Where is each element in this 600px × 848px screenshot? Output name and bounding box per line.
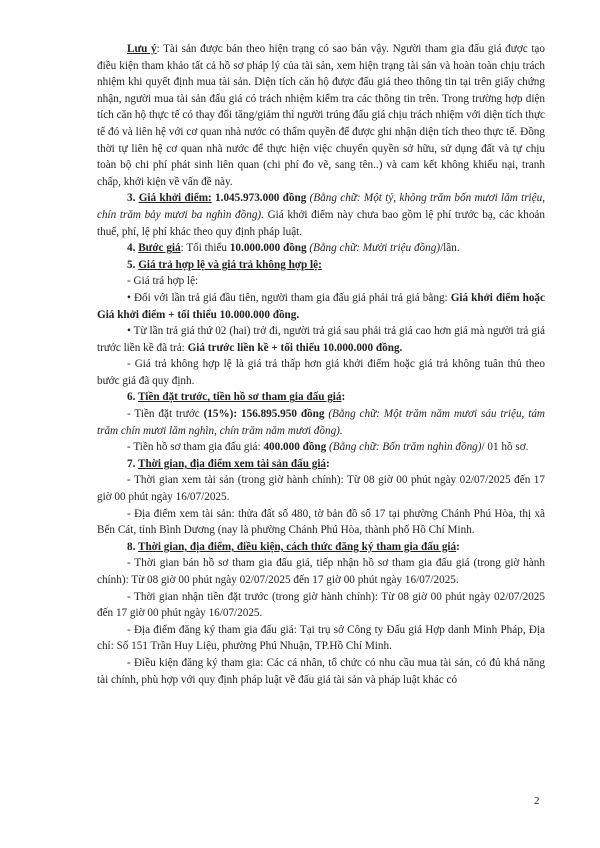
section-6-fee-label: - Tiền hồ sơ tham gia đấu giá:: [127, 441, 264, 454]
section-6-fee: [97, 439, 545, 456]
section-7-label: Thời gian, địa điểm xem tài sản đấu giá: [138, 457, 327, 470]
section-8-number: 8.: [127, 540, 138, 553]
section-5-first-bold: Giá khởi điểm hoặc Giá khởi điểm + tối thiểu 10.000.000 đồng.: [97, 291, 545, 321]
section-5-heading: [97, 257, 545, 274]
section-5-second-bold: Giá trước liền kề + tối thiểu 10.000.000 đồng.: [187, 341, 403, 354]
section-4-label: Bước giá: [138, 242, 181, 255]
section-5-first-bid: [97, 290, 545, 323]
section-7-colon: :: [326, 457, 330, 470]
section-3-number: 3.: [127, 192, 139, 205]
note-text: : Tài sản được bán theo hiện trạng có sao bán vậy. Người tham gia đấu giá được tạo điều kiện tham khảo tất cả hồ sơ pháp lý của tài sản, xem hiện trạng tài sản và hoàn toàn chịu trách nhiệm khi quyết định mua tài sản. Diện tích căn hộ được đấu giá theo thông tin tại trên giấy chứng nhận, người mua tài sản đấu giá có trách nhiệm kiểm tra các thông tin trên. Trong trường hợp diện tích căn hộ thực tế có thay đổi tăng/giảm thì người trúng đấu giá chịu trách nhiệm với diện tích thực tế đó và liên hệ với cơ quan nhà nước có thẩm quyền để được ghi nhận diện tích theo thực tế. Đồng thời tự liên hệ cơ quan nhà nước để thực hiện việc chuyển quyền sở hữu, sử dụng đất và tự chịu toàn bộ chi phí phát sinh liên quan (chi phí đo vẽ, sang tên..) và cam kết không khiếu nại, tranh chấp, khởi kiện về vấn đề này.: [97, 43, 545, 188]
section-8-deposit-time: - Thời gian nhận tiền đặt trước (trong giờ hành chính): Từ 08 giờ 00 phút ngày 02/07/2025 đến 17 giờ 00 phút ngày 16/07/2025.: [97, 590, 545, 620]
section-6-fee-words: (Bằng chữ: Bốn trăm nghìn đồng): [326, 441, 482, 454]
section-5-label: Giá trả hợp lệ và giá trả không hợp lệ:: [138, 258, 322, 271]
section-4-number: 4.: [127, 242, 139, 255]
section-7-time: - Thời gian xem tài sản (trong giờ hành chính): Từ 08 giờ 00 phút ngày 02/07/2025 đến 17 giờ 00 phút ngày 16/07/2025.: [97, 474, 545, 504]
section-8-sale-time: - Thời gian bán hồ sơ tham gia đấu giá, tiếp nhận hồ sơ tham gia đấu giá (trong giờ hành chính): Từ 08 giờ 00 phút ngày 02/07/2025 đến 17 giờ 00 phút ngày 16/07/2025.: [97, 557, 545, 586]
section-5-number: 5.: [127, 258, 139, 271]
section-8-label: Thời gian, địa điểm, điều kiện, cách thức đăng ký tham gia đấu giá: [138, 540, 457, 553]
section-3-words: (Bằng chữ: Một tỷ, không trăm bốn mươi lăm triệu, chín trăm bảy mươi ba nghìn đồng).: [97, 192, 546, 221]
section-4-words: (Bằng chữ: Mười triệu đồng): [306, 242, 441, 255]
note-paragraph: [97, 41, 545, 190]
section-6-deposit: [97, 406, 545, 439]
section-4-price-step: [97, 240, 545, 257]
section-8-place: - Địa điểm đăng ký tham gia đấu giá: Tại trụ sở Công ty Đấu giá Hợp danh Minh Pháp, Địa chỉ: Số 151 Trần Huy Liệu, phường Phú Nhuận, TP.Hồ Chí Minh.: [97, 623, 545, 653]
section-3-value: 1.045.973.000 đồng: [211, 192, 307, 205]
section-3-tail: Giá khởi điểm này chưa bao gồm lệ phí trước bạ, các khoản thuế, phí, lệ phí khác theo quy định pháp luật.: [97, 208, 545, 238]
section-5-valid: - Giá trả hợp lệ:: [127, 275, 199, 288]
document-body: [97, 41, 545, 688]
section-6-fee-tail: / 01 hồ sơ.: [481, 441, 529, 454]
section-5-second-text: • Từ lần trả giá thứ 02 (hai) trở đi, người trả giá sau phải trả giá cao hơn giá mà người trả giá trước liền kề đã trả:: [97, 325, 545, 354]
section-7-place: - Địa điểm xem tài sản: thửa đất số 480, tờ bản đồ số 17 tại phường Chánh Phú Hòa, thị xã Bến Cát, tỉnh Bình Dương (nay là phường Chánh Phú Hòa, thành phố Hồ Chí Minh.: [97, 507, 545, 537]
page-number: 2: [534, 795, 540, 807]
note-label: Lưu ý: [127, 43, 157, 55]
section-6-fee-value: 400.000 đồng: [263, 441, 327, 454]
section-7-number: 7.: [127, 457, 138, 470]
section-3-label: Giá khởi điểm:: [138, 192, 212, 205]
section-4-value: 10.000.000 đồng: [229, 242, 307, 255]
section-6-number: 6.: [127, 391, 138, 404]
section-6-deposit-value: : 156.895.950 đồng: [233, 408, 325, 421]
section-4-tail: /lần.: [440, 242, 460, 255]
section-4-colon: : Tối thiểu: [180, 242, 230, 255]
section-5-invalid: - Giá trả không hợp lệ là giá trả thấp hơn giá khởi điểm hoặc giá trả không tuân thủ theo bước giá đã quy định.: [97, 358, 545, 387]
section-6-heading: [97, 389, 545, 406]
section-8-colon: :: [456, 540, 460, 553]
section-6-deposit-pct: (15%): [203, 408, 234, 421]
section-8-heading: [97, 539, 545, 556]
section-6-deposit-words: (Bằng chữ: Một trăm năm mươi sáu triệu, tám trăm chín mươi lăm nghìn, chín trăm năm mươi đồng).: [97, 408, 545, 437]
section-5-second-bid: [97, 323, 545, 356]
section-7-heading: [97, 456, 545, 473]
section-6-deposit-label: - Tiền đặt trước: [127, 408, 204, 421]
section-6-colon: :: [341, 391, 346, 404]
section-8-conditions: - Điều kiện đăng ký tham gia: Các cá nhân, tổ chức có nhu cầu mua tài sản, có đủ khả năng tài chính, phù hợp với quy định pháp luật về đấu giá tài sản và pháp luật khác có: [97, 656, 545, 686]
section-3-starting-price: [97, 190, 545, 240]
section-5-first-text: • Đối với lần trả giá đầu tiên, người tham gia đấu giá phải trả giá bằng:: [127, 291, 451, 304]
section-6-label: Tiền đặt trước, tiền hồ sơ tham gia đấu giá: [138, 391, 342, 404]
